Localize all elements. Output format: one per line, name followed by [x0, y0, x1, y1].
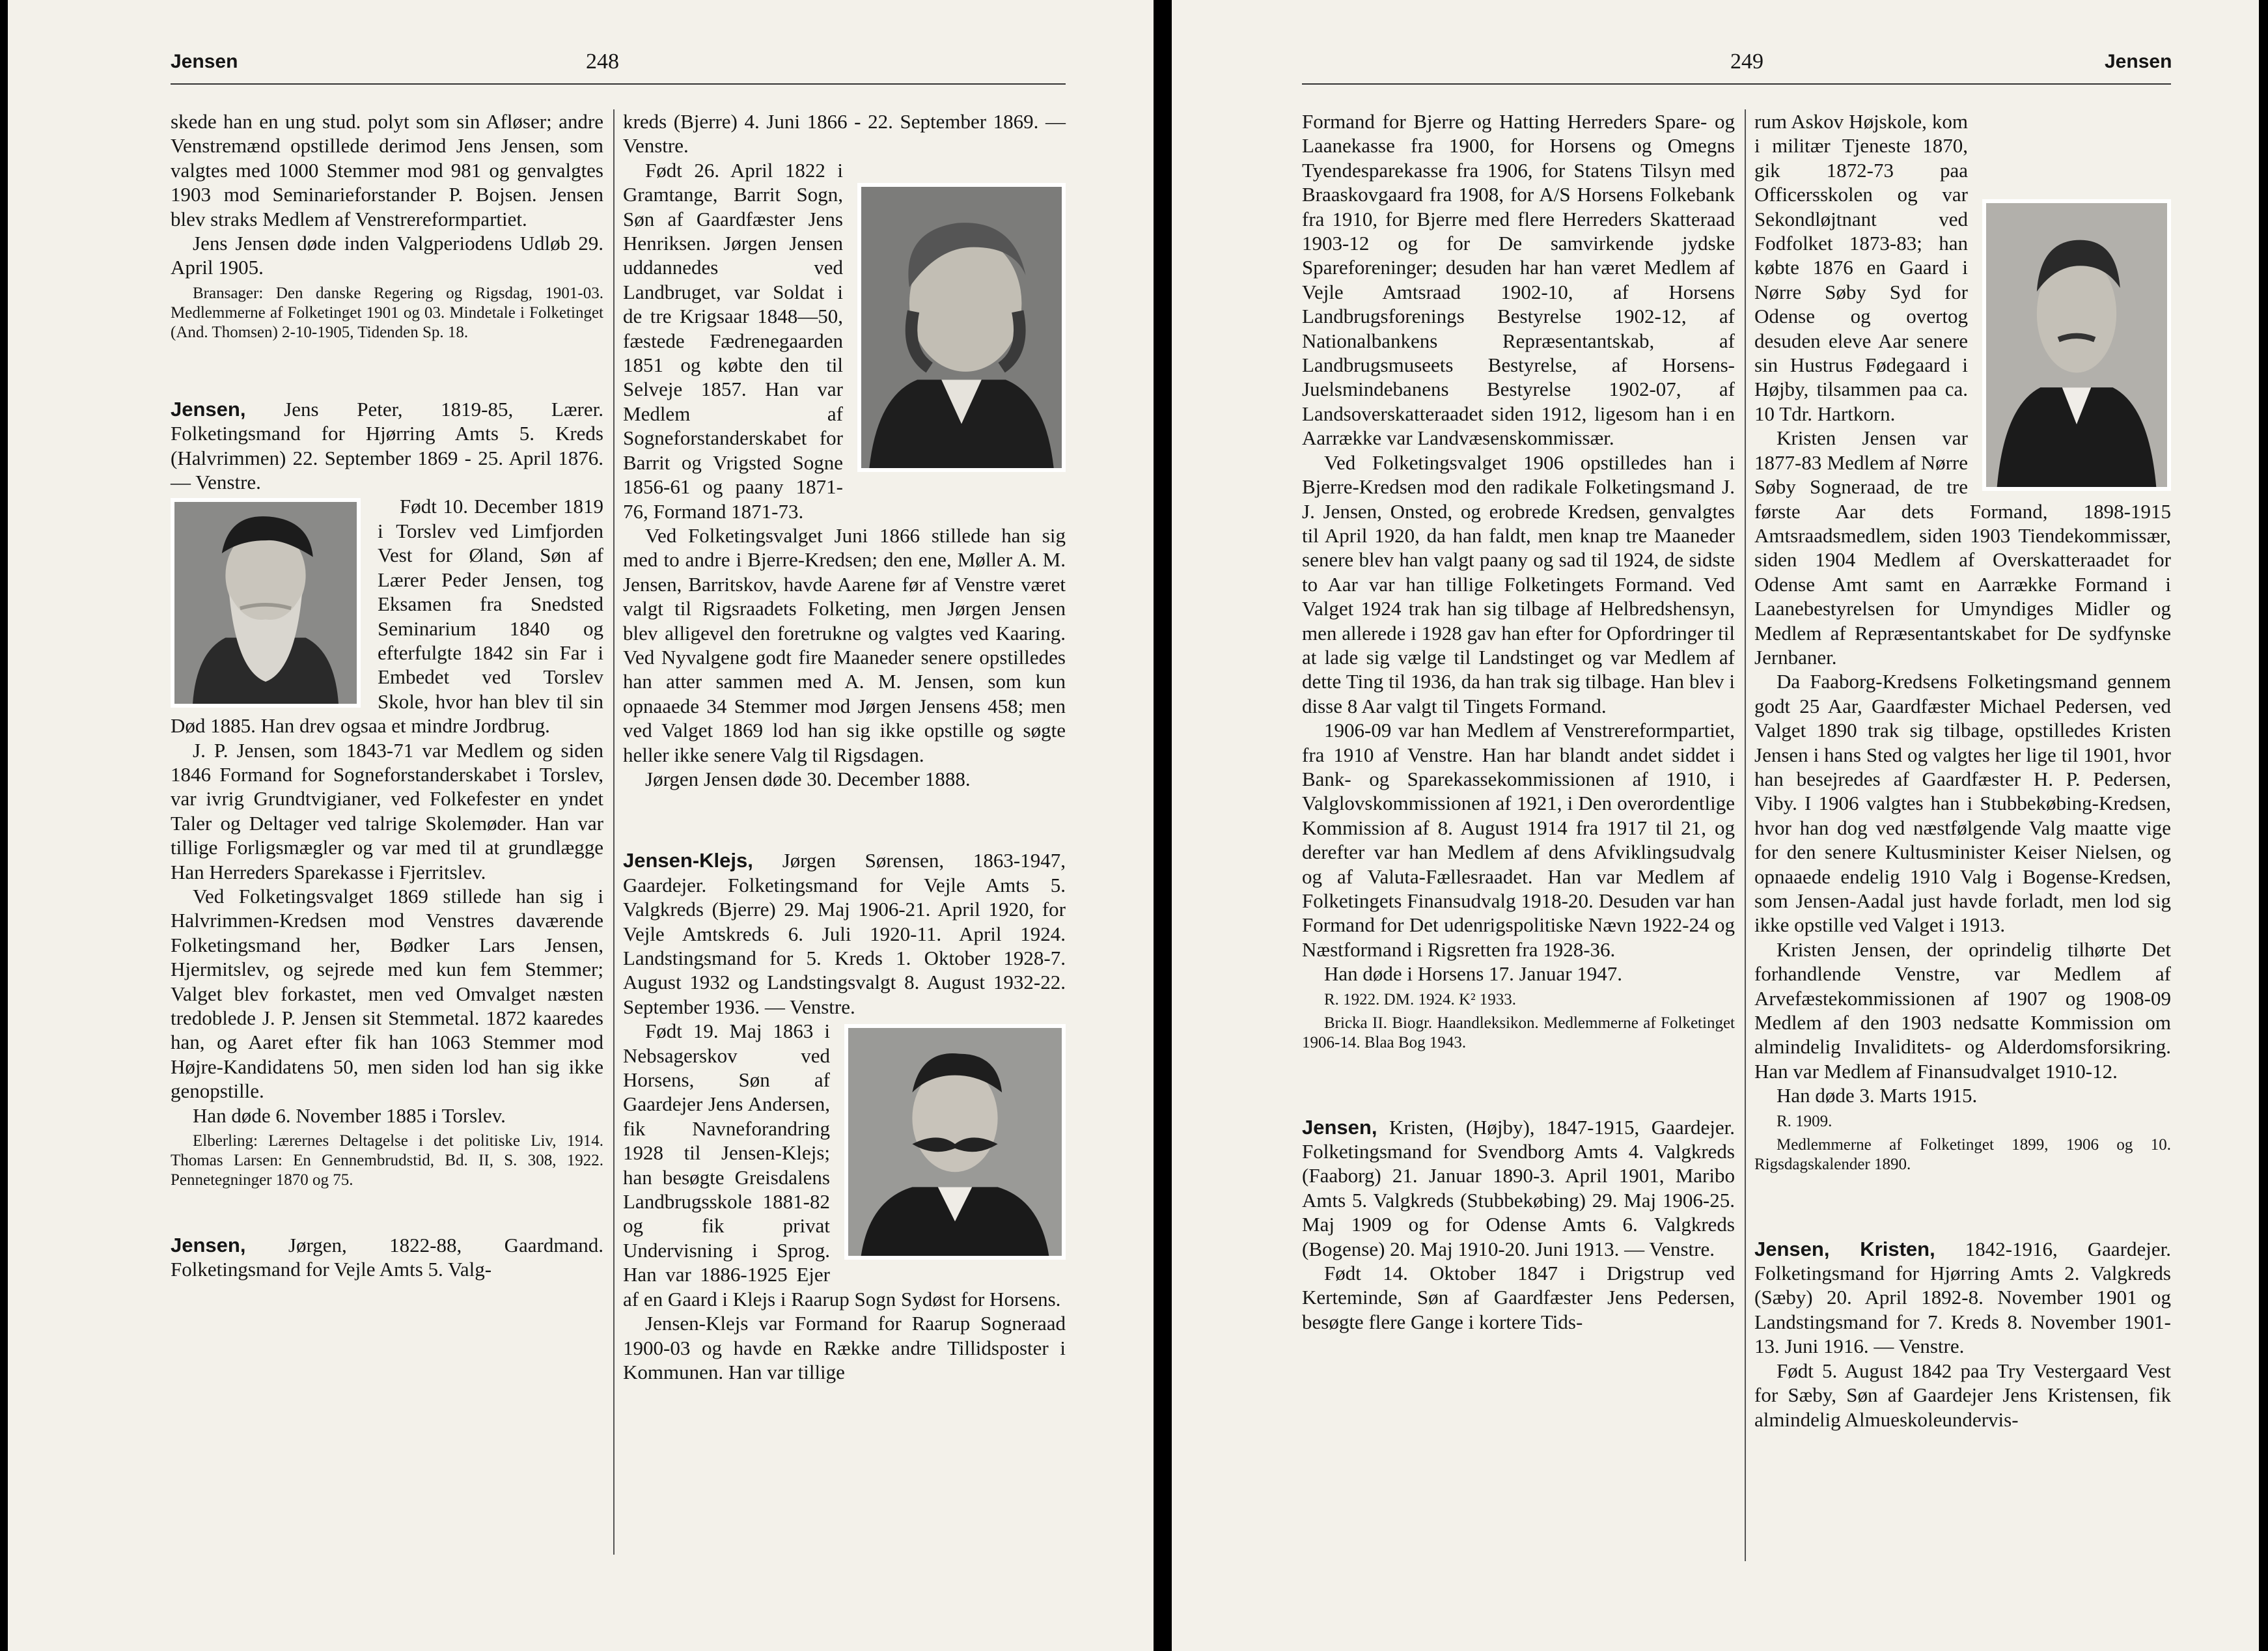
paragraph: Ved Folketingsvalget Juni 1866 stillede han sig med to andre i Bjerre-Kredsen; den ene, Møller A. M. Jensen, Barritskov, havde Aarene før af Venstre været valgt til Rigsraadets Folketing, men Jørgen Jensen blev alligevel den foretrukne og valgtes ved Kaaring. Ved Nyvalgene godt fire Maaneder senere opstilledes han atter sammen med A. M. Jensen, som kun opnaaede 34 Stemmer mod Jørgen Jensens 458; men ved Valget 1869 lod han sig ikke opstille og søgte heller ikke senere Valg til Rigsdagen.: [623, 523, 1066, 766]
right-column-2: [1754, 109, 2171, 1432]
paragraph: Ved Folketingsvalget 1906 opstilledes han i Bjerre-Kredsen mod den radikale Folketingsmand J. J. Jensen, Onsted, og erobrede Kredsen, genvalgtes til April 1920, da han faldt, men knap tre Maaneder senere blev han valgt paany og sad til 1924, de sidste to Aar var han tillige Folketingets Formand. Ved Valget 1924 trak han sig tilbage af Helbredshensyn, men allerede i 1928 gav han efter for Opfordringer til at lade sig vælge til Landstinget og var Medlem af dette Ting til 1936, da han trak sig tilbage. Han blev i disse 8 Aar valgt til Tingets Formand.: [1302, 451, 1735, 717]
paragraph: Kristen Jensen var 1877-83 Medlem af Nørre Søby Sogneraad, de tre første Aar dets Formand, 1898-1915 Amtsraadsmedlem, siden 1903 Tiendekommissær, siden 1904 Medlem af Overskatteraadet for Odense Amt samt en Aarrække Formand i Laanebestyrelsen for Umyndiges Midler og Medlem af Repræsentantskabet for De sydfynske Jernbaner.: [1754, 426, 2171, 669]
entry-name: Jensen, Kristen,: [1754, 1237, 1935, 1260]
entry-heading: [171, 1233, 603, 1282]
portrait-photo: [857, 183, 1066, 472]
page-number: 248: [586, 49, 619, 74]
paragraph: Ved Folketingsvalget 1869 stillede han sig i Halvrimmen-Kredsen mod Venstres daværende Folketingsmand her, Bødker Lars Jensen, Hjermitslev, og sejrede med kun fem Stemmer; Valget blev forkastet, men ved Omvalget næsten tredoblede J. P. Jensen sit Stemmetal. 1872 kaaredes han, og Aaret efter fik han 1063 Stemmer mod Højre-Kandidatens 50, men siden lod han sig ikke genopstille.: [171, 884, 603, 1103]
page-number: 249: [1730, 49, 1763, 74]
entry-heading: [623, 848, 1066, 1019]
header-name: Jensen: [171, 51, 238, 72]
paragraph: 1906-09 var han Medlem af Venstrereformpartiet, fra 1910 af Venstre. Han har blandt andet siddet i Bank- og Sparekassekommissionen af 1910, i Valglovskommissionen af 1921, i Den overordentlige Kommission af 8. August 1914 fra 1917 til 21, og derefter var han Medlem af dens Afviklingsudvalg og af Valuta-Fællesraadet. Han var Medlem af Folketingets Finansudvalg 1918-20. Desuden var han Formand for Det udenrigspolitiske Nævn 1922-24 og Næstformand i Rigsretten fra 1928-36.: [1302, 719, 1735, 961]
portrait-photo: [171, 498, 361, 708]
entry-dates: Jørgen Sørensen, 1863-1947, Gaardejer. Folketingsmand for Vejle Amts 5. Valgkreds (Bjerre) 29. Maj 1906-21. April 1920, for Vejle Amtskreds 6. Juli 1920-11. April 1924. Landstingsmand for 5. Kreds 1. Oktober 1928-7. August 1932 og Landstingsvalgt 8. August 1932-22. September 1936. — Venstre.: [623, 849, 1066, 1018]
paragraph: Da Faaborg-Kredsens Folketingsmand gennem godt 25 Aar, Gaardfæster Michael Pedersen, ved Valget 1890 trak sig tilbage, opstilledes Kristen Jensen i hans Sted og valgtes her lige til 1901, hvor han besejredes af Gaardfæster H. P. Pedersen, Viby. I 1906 valgtes han i Stubbekøbing-Kredsen, hvor han dog ved næstfølgende Valg maatte vige for den senere Kultusminister Keiser Nielsen, og opnaaede endelig 1910 Valg i Bogense-Kredsen, som Jensen-Aadal just havde forladt, men lod sig ikke opstille ved Valget i 1913.: [1754, 670, 2171, 937]
column-rule: [613, 109, 615, 1555]
running-header-right: [1172, 44, 2259, 83]
entry-name: Jensen,: [1302, 1115, 1377, 1139]
left-column-2: [623, 109, 1066, 1384]
source-note: Bricka II. Biogr. Haandleksikon. Medlemmerne af Folketinget 1906-14. Blaa Bog 1943.: [1302, 1014, 1735, 1051]
paragraph: Jensen-Klejs var Formand for Raarup Sogneraad 1900-03 og havde en Række andre Tillidsposter i Kommunen. Han var tillige: [623, 1312, 1066, 1383]
entry-name: Jensen,: [171, 397, 246, 421]
paragraph: Han døde i Horsens 17. Januar 1947.: [1324, 962, 1623, 986]
decorations-note: R. 1922. DM. 1924. K² 1933.: [1324, 990, 1517, 1008]
entry-heading: [171, 397, 603, 495]
entry-dates: Kristen, (Højby), 1847-1915, Gaardejer. Folketingsmand for Svendborg Amts 4. Valgkreds (Faaborg) 21. Januar 1890-3. April 1901, Maribo Amts 5. Valgkreds (Stubbekøbing) 29. Maj 1906-25. Maj 1909 og for Odense Amts 6. Valgkreds (Bogense) 20. Maj 1910-20. Juni 1913. — Venstre.: [1302, 1115, 1736, 1260]
paragraph: Formand for Bjerre og Hatting Herreders Spare- og Laanekasse fra 1900, for Horsens og Omegns Tyendesparekasse fra 1906, for Statens Tilsyn med Braaskovgaard fra 1908, for A/S Horsens Folkebank fra 1910, for Bjerre med flere Herreders Skatteraad 1903-12 og for De samvirkende jydske Spareforeninger; desuden har han været Medlem af Vejle Amtsraad 1902-10, af Horsens Landbrugsforenings Bestyrelse 1902-12, af Nationalbankens Repræsentantskab, af Landbrugsmuseets Bestyrelse, af Horsens-Juelsmindebanens Bestyrelse 1902-07, af Landsoverskatteraadet siden 1912, ligesom han i en Aarrække var Landvæsenskommissær.: [1302, 110, 1735, 450]
paragraph: Født 19. Maj 1863 i Nebsagerskov ved Horsens, Søn af Gaardejer Jens Andersen, fik Navneforandring 1928 til Jensen-Klejs; han besøgte Greisdalens Landbrugsskole 1881-82 og fik privat Undervisning i Sprog. Han var 1886-1925 Ejer af en Gaard i Klejs i Raarup Sogn Sydøst for Horsens.: [623, 1020, 1061, 1311]
header-name: Jensen: [2105, 51, 2172, 72]
paragraph: Født 10. December 1819 i Torslev ved Limfjorden Vest for Øland, Søn af Lærer Peder Jensen, tog Eksamen fra Snedsted Seminarium 1840 og efterfulgte 1842 sin Far i Embedet ved Torslev Skole, hvor han blev til sin Død 1885. Han drev ogsaa et mindre Jordbrug.: [171, 495, 603, 738]
entry-heading: [1302, 1115, 1735, 1261]
paragraph: rum Askov Højskole, kom i militær Tjeneste 1870, gik 1872-73 paa Officersskolen og var Sekondløjtnant ved Fodfolket 1873-83; han købte 1876 en Gaard i Nørre Søby Syd for Odense og overtog desuden eleve Aar senere sin Hustrus Fødegaard i Højby, tilsammen paa ca. 10 Tdr. Hartkorn.: [1754, 110, 1968, 425]
paragraph: Jørgen Jensen døde 30. December 1888.: [645, 767, 971, 790]
portrait-photo: [844, 1024, 1066, 1260]
paragraph: Født 14. Oktober 1847 i Drigstrup ved Kerteminde, Søn af Gaardfæster Jens Pedersen, besøgte flere Gange i kortere Tids-: [1302, 1262, 1735, 1333]
source-note: Bransager: Den danske Regering og Rigsdag, 1901-03. Medlemmerne af Folketinget 1901 og 03. Mindetale i Folketinget (And. Thomsen) 2-10-1905, Tidenden Sp. 18.: [171, 284, 603, 341]
entry-heading: [1754, 1237, 2171, 1359]
header-rule: [1302, 83, 2171, 85]
entry-dates: 1842-1916, Gaardejer. Folketingsmand for Hjørring Amts 2. Valgkreds (Sæby) 20. April 1892-8. November 1901 og Landstingsmand for 7. Kreds 8. November 1901-13. Juni 1916. — Venstre.: [1754, 1237, 2172, 1358]
entry-dates: Jørgen, 1822-88, Gaardmand. Folketingsmand for Vejle Amts 5. Valg-: [171, 1234, 604, 1281]
entry-name: Jensen,: [171, 1234, 246, 1257]
source-note: Elberling: Lærernes Deltagelse i det politiske Liv, 1914. Thomas Larsen: En Gennembrudstid, Bd. II, S. 308, 1922. Pennetegninger 1870 og 75.: [171, 1132, 603, 1189]
source-note: Medlemmerne af Folketinget 1899, 1906 og 10. Rigsdagskalender 1890.: [1754, 1135, 2171, 1173]
entry-name: Jensen-Klejs,: [623, 849, 753, 872]
right-page: [1172, 0, 2259, 1651]
right-column-1: [1302, 109, 1735, 1334]
paragraph: skede han en ung stud. polyt som sin Afløser; andre Venstremænd opstillede derimod Jens Jensen, som valgtes med 1000 Stemmer mod 981 og genvalgtes 1903 mod Seminarieforstander P. Bojsen. Jensen blev straks Medlem af Venstrereformpartiet.: [171, 110, 603, 230]
paragraph: Han døde 6. November 1885 i Torslev.: [193, 1103, 506, 1127]
running-header-left: [8, 44, 1154, 83]
left-page: [8, 0, 1154, 1651]
paragraph: Jens Jensen døde inden Valgperiodens Udløb 29. April 1905.: [171, 232, 603, 279]
decorations-note: R. 1909.: [1777, 1112, 1832, 1130]
paragraph: kreds (Bjerre) 4. Juni 1866 - 22. September 1869. — Venstre.: [623, 110, 1066, 158]
paragraph: J. P. Jensen, som 1843-71 var Medlem og siden 1846 Formand for Sogneforstanderskabet i Torslev, var ivrig Grundtvigianer, ved Folkefester en yndet Taler og Deltager ved talrige Skolemøder. Han var tillige Forligsmægler og var med til at grundlægge Han Herreders Sparekasse i Fjerritslev.: [171, 738, 603, 883]
column-rule: [1745, 109, 1746, 1561]
paragraph: Født 26. April 1822 i Gramtange, Barrit Sogn, Søn af Gaardfæster Jens Henriksen. Jørgen Jensen uddannedes ved Landbruget, var Soldat i de tre Krigsaar 1848—50, fæstede Fædrenegaarden 1851 og købte den til Selveje 1857. Han var Medlem af Sogneforstanderskabet for Barrit og Vrigsted Sogne 1856-61 og paany 1871-76, Formand 1871-73.: [623, 158, 843, 523]
entry-dates: Jens Peter, 1819-85, Lærer. Folketingsmand for Hjørring Amts 5. Kreds (Halvrimmen) 22. September 1869 - 25. April 1876. — Venstre.: [171, 397, 603, 494]
portrait-photo: [1982, 199, 2171, 491]
header-rule: [171, 83, 1066, 85]
left-column-1: [171, 109, 603, 1282]
paragraph: Kristen Jensen, der oprindelig tilhørte Det forhandlende Venstre, var Medlem af Arvefæstekommissionen af 1907 og 1908-09 Medlem af den 1903 nedsatte Kommission om almindelig Invaliditets- og Alderdomsforsikring. Han var Medlem af Finansudvalget 1910-12.: [1754, 937, 2171, 1083]
paragraph: Født 5. August 1842 paa Try Vestergaard Vest for Sæby, Søn af Gaardejer Jens Kristensen, fik almindelig Almueskoleundervis-: [1754, 1359, 2171, 1431]
paragraph: Han døde 3. Marts 1915.: [1777, 1084, 1978, 1107]
